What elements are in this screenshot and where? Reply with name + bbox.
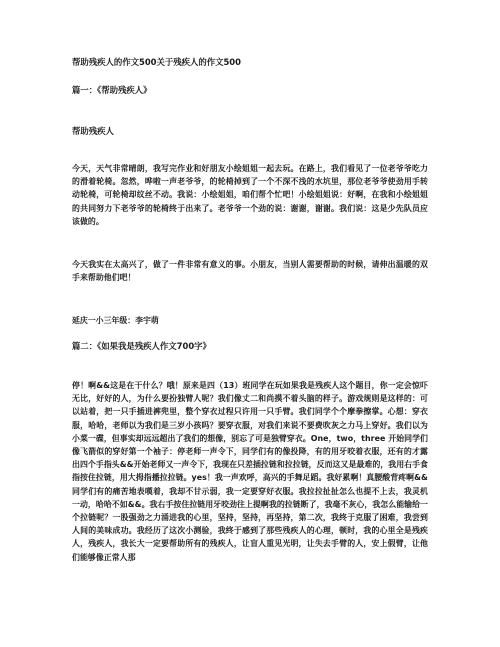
essay-title-1: 帮助残疾人 xyxy=(72,126,114,136)
section-heading-2: 篇二：《如果我是残疾人作文700字》 xyxy=(72,341,211,351)
author-byline: 延庆一小三年级：李宇萌 xyxy=(72,316,159,325)
section-heading-1: 篇一：《帮助残疾人》 xyxy=(72,85,152,95)
document-title: 帮助残疾人的作文500关于残疾人的作文500 xyxy=(72,57,241,67)
essay-paragraph-1: 今天，天气非常晴朗，我写完作业和好朋友小绘姐姐一起去玩。在路上，我们看见了一位老爷爷吃力的滑着轮椅。忽然，哗啦一声老爷爷，的轮椅掉到了一个不深不浅的水坑里，那位老爷爷使劲用手转动轮椅，可轮椅却纹丝不动。我说：小绘姐姐，咱们帮个忙吧！小绘姐姐说：好啊，在我和小绘姐姐的共同努力下老爷爷的轮椅终于出来了。老爷爷一个劲的说：谢谢，谢谢。我们说：这是少先队员应该做的。 xyxy=(72,164,428,226)
essay-paragraph-2: 今天我实在太高兴了，做了一件非常有意义的事。小朋友，当别人需要帮助的时候，请伸出温暖的双手来帮助他们吧！ xyxy=(72,260,428,283)
essay-paragraph-3: 停！啊&&这是在干什么？哦！原来是四（13）班同学在玩如果我是残疾人这个题目，你一定会惊吓无比，好好的人，为什么要扮独臂人呢？我们像丈二和尚摸不着头脑的样子。游戏规则是这样的：可以站着，把一只手插进裤兜里，整个穿衣过程只许用一只手臂。我们同学个个摩拳擦掌。心想：穿衣服，哈哈，老师以为我们是三岁小孩吗？要穿衣服，对我们来说不要费吹灰之力马上穿好。我们以为小菜一碟，但事实却远远超出了我们的想像，别忘了可是独臂穿衣。One，two，three 开始同学们像飞箭似的穿好第一个袖子：停老师一声令下，同学们有的像投降，有的用牙咬着衣服，还有的才露出四个手指头&&开始老师又一声令下，我现在只差插拉链和拉拉链，反而这又是最难的，我用右手食指按住拉链，用大拇指播拉拉链。yes！我一声欢呼，高兴的手舞足蹈。我好累啊！真腰酸背疼啊&&同学们有的痛苦地表嘆着，我却不甘示弱，我一定要穿好衣服。我拉拉扯扯怎么也提不上去，我灵机一动，哈哈不如&&。我右手按住拉链用牙咬劲往上提啊我的拉链断了，我毫不灰心，我怎么能输给一个拉链呢？一股强劲之力涌进我的心里，坚持，坚持，再坚持，第二次，我终于克服了困难，我尝到人间的美味成功。我经历了这次小测验，我终于感到了那些残疾人的心理，顿时，我的心里全是残疾人，残疾人，我长大一定要帮助所有的残疾人，让盲人重见光明，让失去手臂的人，安上假臂，让他们能够像正常人那 xyxy=(72,381,428,562)
